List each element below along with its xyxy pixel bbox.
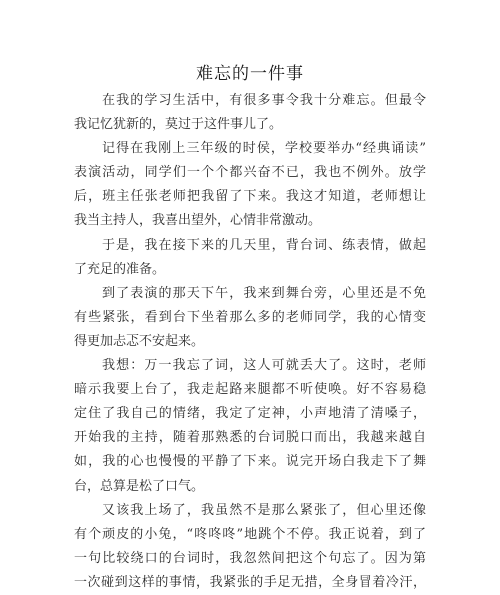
text-line: 定住了我自己的情绪，我定了定神，小声地清了清嗓子， [74, 406, 426, 422]
text-line: 表演活动，同学们一个个都兴奋不已，我也不例外。放学 [74, 165, 426, 181]
text-line: 开始我的主持，随着那熟悉的台词脱口而出，我越来越自 [74, 430, 426, 446]
text-line: 有个顽皮的小兔，“咚咚咚”地跳个不停。我正说着，到了 [74, 526, 426, 542]
text-line: 到了表演的那天下午，我来到舞台旁，心里还是不免 [102, 285, 426, 301]
document-body [74, 89, 426, 595]
text-line: 后，班主任张老师把我留了下来。我这才知道，老师想让 [74, 189, 426, 205]
text-line: 一句比较绕口的台词时，我忽然间把这个句忘了。因为第 [74, 550, 426, 566]
text-line: 在我的学习生活中，有很多事令我十分难忘。但最令 [102, 93, 426, 108]
text-line: 于是，我在接下来的几天里，背台词、练表情，做起 [102, 237, 426, 253]
text-line: 我记忆犹新的，莫过于这件事儿了。 [74, 117, 283, 133]
text-line: 暗示我要上台了，我走起路来腿都不听使唤。好不容易稳 [74, 382, 426, 398]
text-line: 得更加忐忑不安起来。 [74, 333, 205, 349]
text-line: 又该我上场了，我虽然不是那么紧张了，但心里还像 [102, 502, 426, 518]
text-line: 台，总算是松了口气。 [74, 478, 205, 494]
text-line: 一次碰到这样的事情，我紧张的手足无措，全身冒着冷汗， [74, 574, 426, 590]
text-line: 有些紧张，看到台下坐着那么多的老师同学，我的心情变 [74, 309, 426, 325]
text-line: 记得在我刚上三年级的时侯，学校要举办“经典诵读” [102, 141, 426, 157]
text-line: 我当主持人，我喜出望外，心情非常激动。 [74, 213, 322, 229]
text-line: 我想：万一我忘了词，这人可就丢大了。这时，老师 [102, 358, 426, 374]
text-line: 了充足的准备。 [74, 261, 166, 277]
text-line: 如，我的心也慢慢的平静了下来。说完开场白我走下了舞 [74, 454, 426, 470]
document-title: 难忘的一件事 [196, 64, 304, 84]
